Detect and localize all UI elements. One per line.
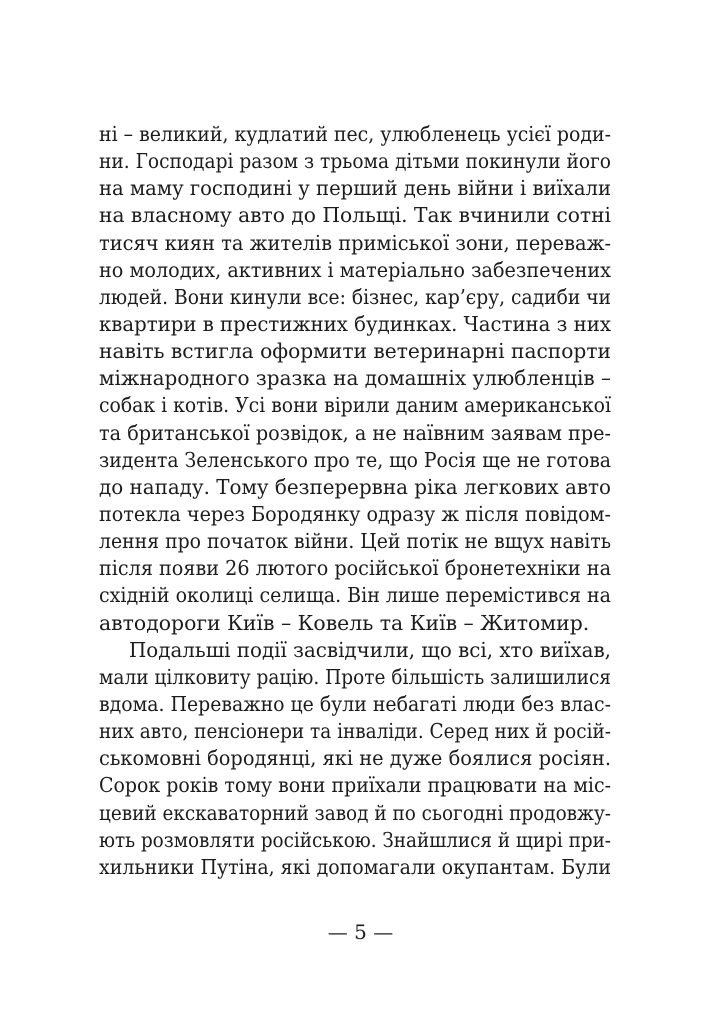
text-line: після появи 26 лютого російської бронетехніки на [99,556,611,581]
text-line: лення про початок війни. Цей потік не вщух навіть [99,529,611,554]
text-line: зидента Зеленського про те, що Росія ще не готова [99,447,611,472]
text-line: людей. Вони кинули все: бізнес, кар’єру, садиби чи [99,284,611,309]
text-line: собак і котів. Усі вони вірили даним американської [99,393,611,418]
page-number: — 5 — [327,920,394,944]
text-line: східній околиці селища. Він лише перемістився на [99,583,611,608]
text-line: цевий екскаваторний завод й по сьогодні продовжу- [99,800,611,825]
text-line: вдома. Переважно це були небагаті люди без влас- [99,691,611,716]
text-line: ні – великий, кудлатий пес, улюбленець усієї роди- [99,122,611,146]
text-line: та британської розвідок, а не наївним заявам пре- [99,420,611,445]
text-line: но молодих, активних і матеріально забезпечених [99,257,611,282]
text-line: квартири в престижних будинках. Частина з них [99,311,611,336]
text-line: Сорок років тому вони приїхали працювати на міс- [99,773,611,798]
text-line: навіть встигла оформити ветеринарні паспорти [99,339,611,364]
text-line: до нападу. Тому безперервна ріка легкових авто [99,474,611,499]
text-line: мали цілковиту рацію. Проте більшість залишилися [99,664,611,689]
text-line: ськомовні бородянці, які не дуже боялися росіян. [99,746,611,771]
text-line: на власному авто до Польщі. Так вчинили сотні [99,203,611,228]
text-line: хильники Путіна, які допомагали окупантам. Були [99,854,611,879]
text-line: Подальші події засвідчили, що всі, хто виїхав, [129,637,611,662]
text-line: них авто, пенсіонери та інваліди. Серед них й росій- [99,719,611,744]
text-line: міжнародного зразка на домашніх улюбленців – [99,366,611,391]
text-line: автодороги Київ – Ковель та Київ – Житомир. [99,610,590,635]
text-line: тисяч киян та жителів приміської зони, переваж- [99,230,611,255]
text-line: на маму господині у перший день війни і виїхали [99,176,611,201]
text-line: ни. Господарі разом з трьома дітьми покинули його [99,149,611,174]
text-line: ють розмовляти російською. Знайшлися й щирі при- [99,827,611,852]
body-text [99,121,611,881]
text-line: потекла через Бородянку одразу ж після повідом- [99,501,611,526]
